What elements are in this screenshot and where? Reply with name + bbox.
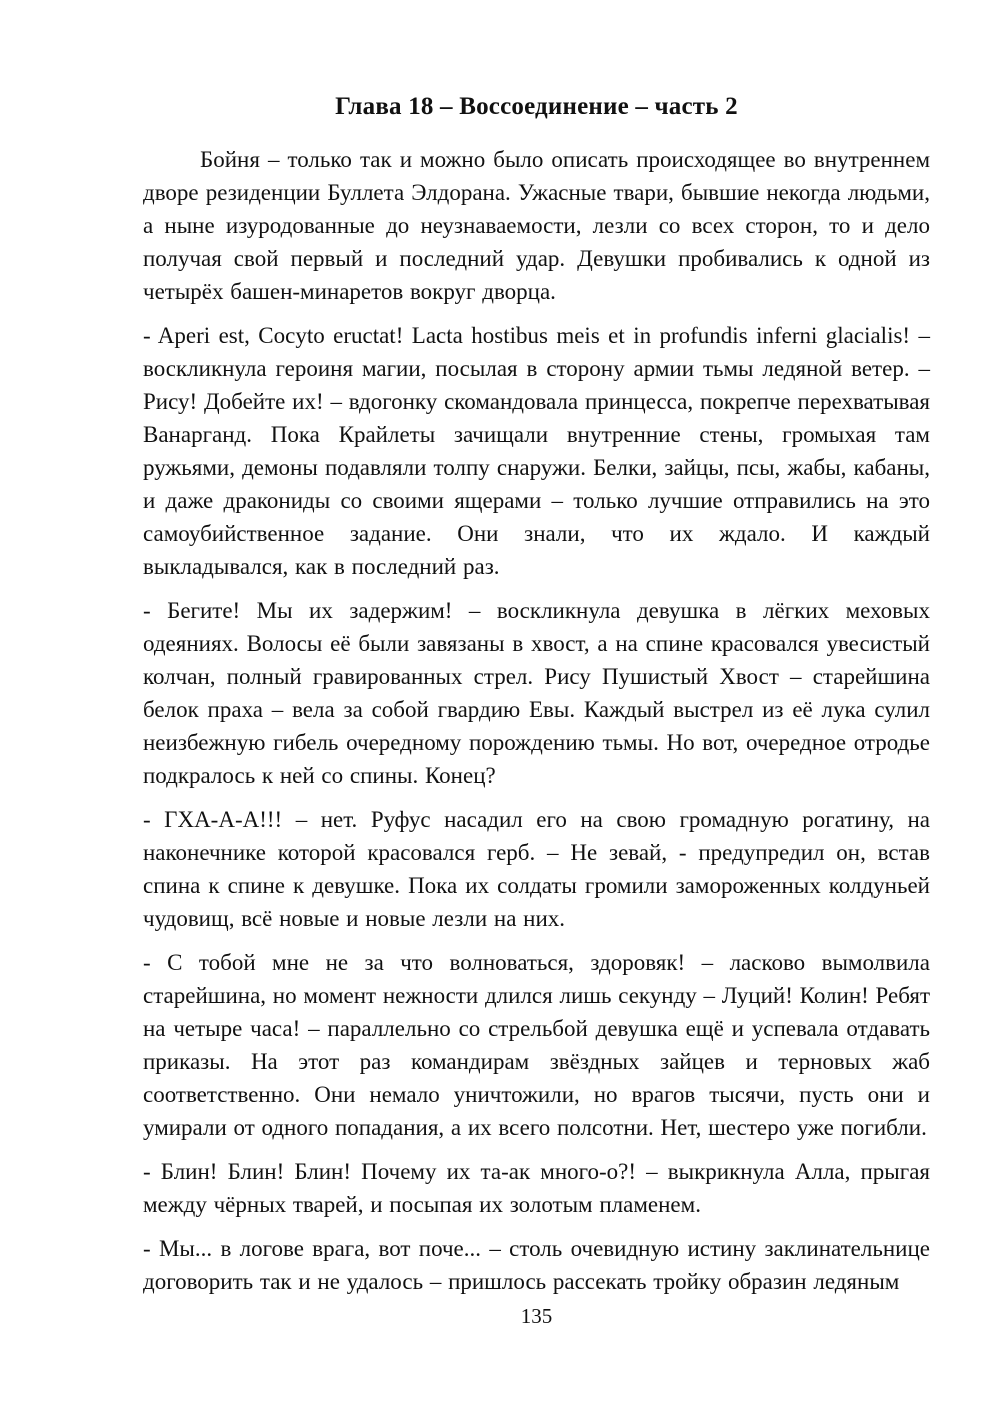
paragraph: - Бегите! Мы их задержим! – воскликнула девушка в лёгких меховых одеяниях. Волосы её были завязаны в хвост, а на спине красовался увесистый колчан, полный гравированных стрел. Рису Пушистый Хвост – старейшина белок праха – вела за собой гвардию Евы. Каждый выстрел из её лука сулил неизбежную гибель очередному порождению тьмы. Но вот, очередное отродье подкралось к ней со спины. Конец?: [143, 598, 930, 788]
chapter-title: Глава 18 – Воссоединение – часть 2: [335, 93, 738, 120]
paragraph: - С тобой мне не за что волноваться, здоровяк! – ласково вымолвила старейшина, но момент нежности длился лишь секунду – Луций! Колин! Ребят на четыре часа! – параллельно со стрельбой девушка ещё и успевала отдавать приказы. На этот раз командирам звёздных зайцев и терновых жаб соответственно. Они немало уничтожили, но врагов тысячи, пусть они и умирали от одного попадания, а их всего полсотни. Нет, шестеро уже погибли.: [143, 950, 930, 1140]
page-number: 135: [520, 1304, 553, 1328]
paragraph: - ГХА-А-А!!! – нет. Руфус насадил его на свою громадную рогатину, на наконечнике которой красовался герб. – Не зевай, - предупредил он, встав спина к спине к девушке. Пока их солдаты громили замороженных колдуньей чудовищ, всё новые и новые лезли на них.: [143, 807, 930, 931]
paragraph: - Aperi est, Cocyto eructat! Lacta hostibus meis et in profundis inferni glacialis! – воскликнула героиня магии, посылая в сторону армии тьмы ледяной ветер. – Рису! Добейте их! – вдогонку скомандовала принцесса, покрепче перехватывая Ванарганд. Пока Крайлеты зачищали внутренние стены, громыхая там ружьями, демоны подавляли толпу снаружи. Белки, зайцы, псы, жабы, кабаны, и даже дракониды со своими ящерами – только лучшие отправились на это самоубийственное задание. Они знали, что их ждало. И каждый выкладывался, как в последний раз.: [143, 323, 930, 579]
paragraph: - Блин! Блин! Блин! Почему их та-ак много-о?! – выкрикнула Алла, прыгая между чёрных тварей, и посыпая их золотым пламенем.: [143, 1159, 930, 1217]
paragraph: - Мы... в логове врага, вот поче... – столь очевидную истину заклинательнице договорить так и не удалось – пришлось рассекать тройку образин ледяным: [143, 1236, 930, 1294]
page-content: [143, 90, 930, 1309]
paragraph: Бойня – только так и можно было описать происходящее во внутреннем дворе резиденции Буллета Элдорана. Ужасные твари, бывшие некогда людьми, а ныне изуродованные до неузнаваемости, лезли со всех сторон, то и дело получая свой первый и последний удар. Девушки пробивались к одной из четырёх башен-минаретов вокруг дворца.: [143, 147, 930, 304]
